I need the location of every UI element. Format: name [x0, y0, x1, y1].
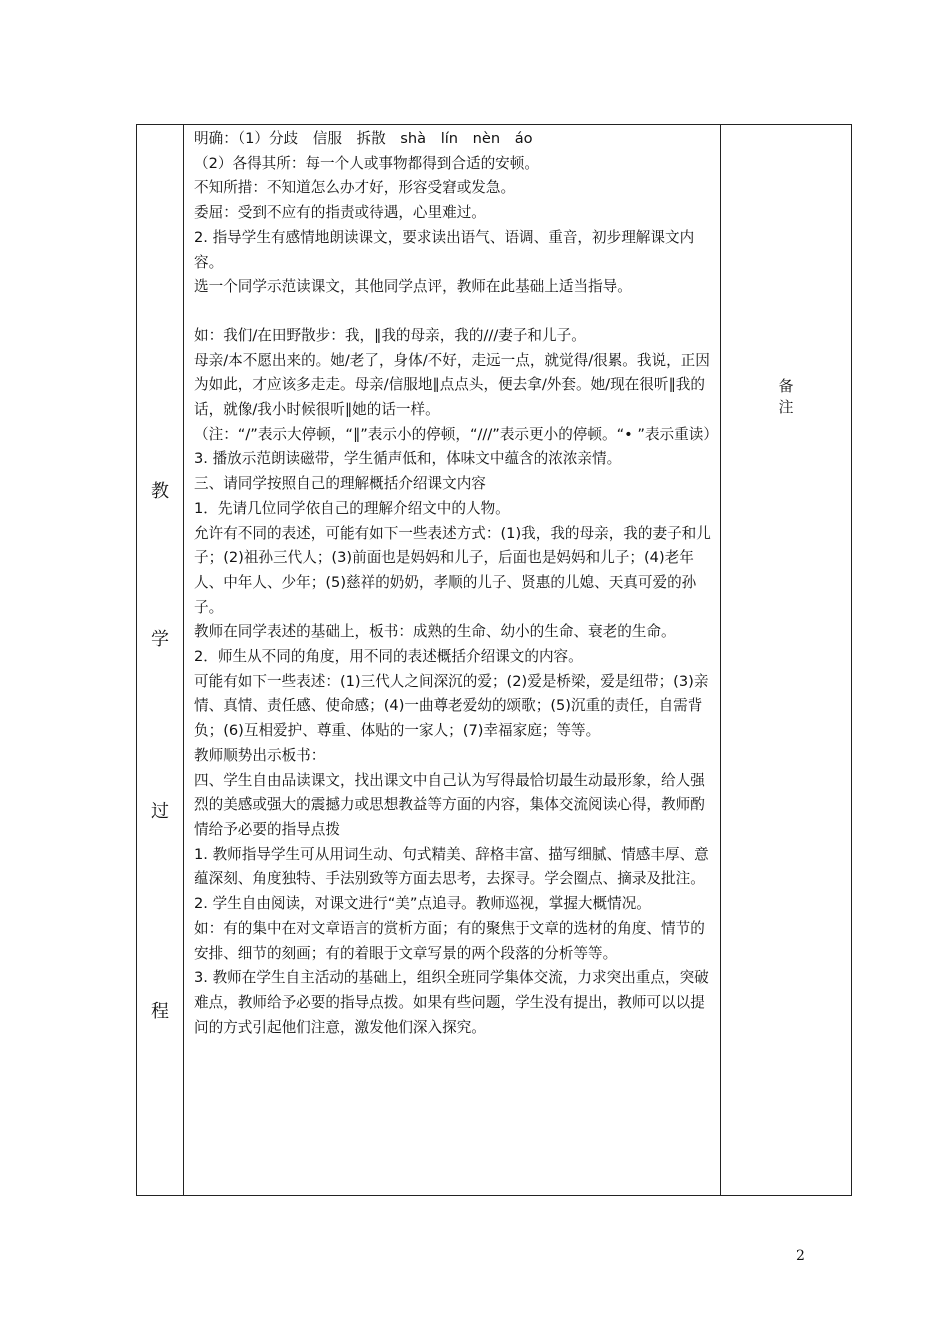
content-line: 2. 指导学生有感情地朗读课文，要求读出语气、语调、重音，初步理解课文内容。 — [194, 228, 695, 271]
content-line: 2. 学生自由阅读，对课文进行“美”点追寻。教师巡视，掌握大概情况。 — [194, 895, 651, 913]
lesson-plan-table — [136, 124, 852, 1196]
content-line: 允许有不同的表述，可能有如下一些表述方式：(1)我，我的母亲，我的妻子和儿子；(2)祖孙三代人；(3)前面也是妈妈和儿子，后面也是妈妈和儿子；(4)老年人、中年人、少年；(5)慈祥的奶奶，孝顺的儿子、贤惠的儿媳、天真可爱的孙子。 — [194, 524, 711, 616]
content-line: 1. 教师指导学生可从用词生动、句式精美、辞格丰富、描写细腻、情感丰厚、意蕴深刻、角度独特、手法别致等方面去思考，去探寻。学会圈点、摘录及批注。 — [194, 845, 709, 888]
content-line: 3. 教师在学生自主活动的基础上，组织全班同学集体交流，力求突出重点，突破难点，教师给予必要的指导点拨。如果有些问题，学生没有提出，教师可以以提问的方式引起他们注意，激发他们深入探究。 — [194, 969, 709, 1036]
section-label-column — [137, 125, 184, 1196]
content-line: （注：“/”表示大停顿，“∥”表示小的停顿，“///”表示更小的停顿。“• ”表示重读） — [194, 425, 718, 443]
remarks-column — [721, 125, 852, 1196]
content-line: 教师在同学表述的基础上，板书：成熟的生命、幼小的生命、衰老的生命。 — [194, 623, 676, 641]
content-line: 三、请同学按照自己的理解概括介绍课文内容 — [194, 475, 486, 493]
content-line: 选一个同学示范读课文，其他同学点评，教师在此基础上适当指导。 — [194, 278, 632, 296]
remarks-label: 备 注 — [778, 377, 822, 416]
section-label-char: 教 — [151, 481, 169, 502]
teaching-process-content — [184, 125, 721, 1196]
section-label-char: 过 — [151, 801, 169, 822]
blank-line — [194, 300, 714, 324]
section-label-char: 程 — [151, 1001, 169, 1022]
content-line: 四、学生自由品读课文，找出课文中自己认为写得最恰切最生动最形象，给人强烈的美感或强大的震撼力或思想教益等方面的内容，集体交流阅读心得，教师酌情给予必要的指导点拨 — [194, 771, 705, 838]
content-line: 不知所措：不知道怎么办才好，形容受窘或发急。 — [194, 179, 516, 197]
content-line: 可能有如下一些表述：(1)三代人之间深沉的爱；(2)爱是桥梁，爱是纽带；(3)亲情、真情、责任感、使命感；(4)一曲尊老爱幼的颂歌；(5)沉重的责任，自需背负；(6)互相爱护、尊重、体贴的一家人；(7)幸福家庭；等等。 — [194, 672, 709, 740]
page-number: 2 — [796, 1248, 805, 1264]
section-label-char: 学 — [151, 629, 169, 650]
content-line: 2．师生从不同的角度，用不同的表述概括介绍课文的内容。 — [194, 648, 583, 666]
content-line: 委屈：受到不应有的指责或待遇，心里难过。 — [194, 204, 486, 222]
content-line: 3. 播放示范朗读磁带，学生循声低和，体味文中蕴含的浓浓亲情。 — [194, 450, 622, 468]
content-line: （2）各得其所：每一个人或事物都得到合适的安顿。 — [194, 154, 539, 172]
content-line: 母亲/本不愿出来的。她/老了，身体/不好，走远一点，就觉得/很累。我说，正因为如此，才应该多走走。母亲/信服地∥点点头，便去拿/外套。她/现在很听∥我的话，就像/我小时候很听∥她的话一样。 — [194, 351, 710, 419]
content-line: 如：有的集中在对文章语言的赏析方面；有的聚焦于文章的选材的角度、情节的安排、细节的刻画；有的着眼于文章写景的两个段落的分析等等。 — [194, 919, 705, 962]
content-line: 教师顺势出示板书： — [194, 746, 326, 764]
content-line: 明确：（1）分歧 信服 拆散 shà lín nèn áo — [194, 130, 533, 147]
content-line: 1．先请几位同学依自己的理解介绍文中的人物。 — [194, 499, 510, 517]
content-line: 如：我们/在田野散步：我，∥我的母亲，我的///妻子和儿子。 — [194, 326, 586, 344]
